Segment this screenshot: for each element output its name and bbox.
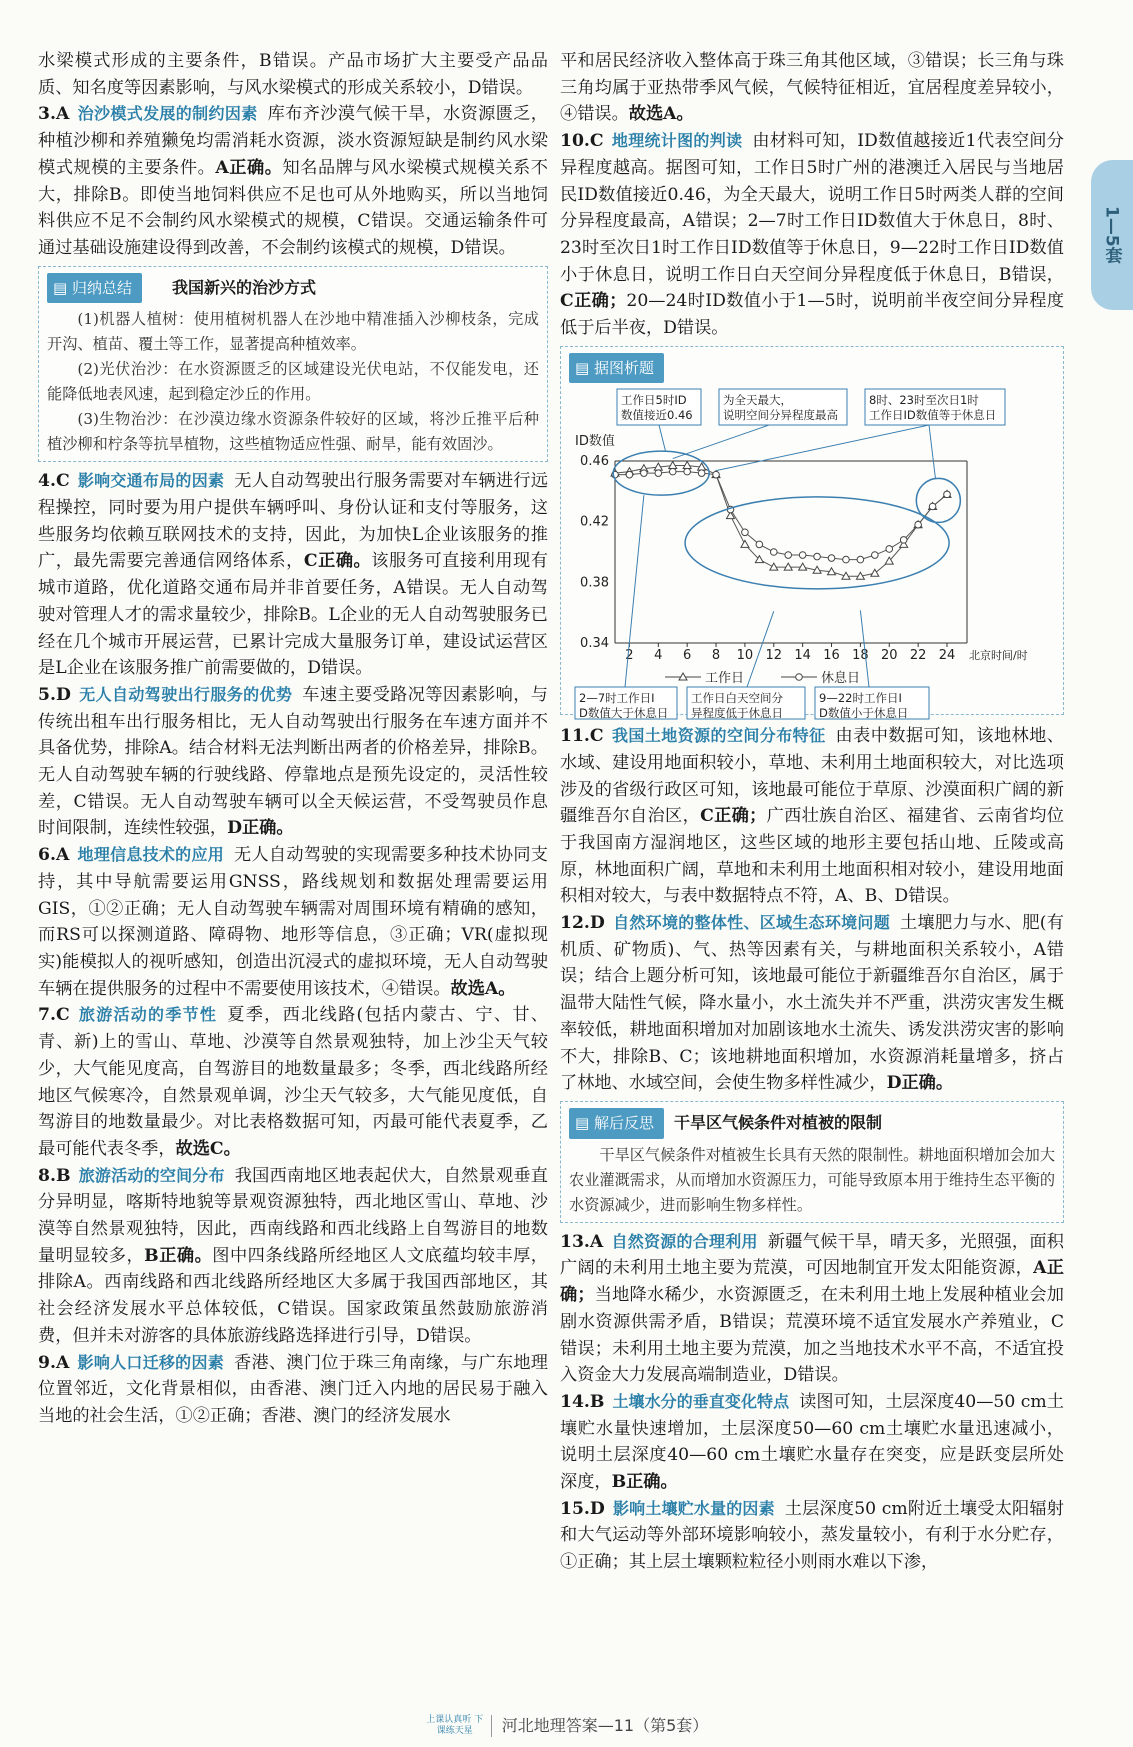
x-tick-label: 4 bbox=[654, 648, 663, 664]
x-tick-label: 8 bbox=[711, 648, 721, 664]
x-tick-label: 6 bbox=[683, 648, 692, 664]
answer-7: 7.C 旅游活动的季节性 夏季，西北线路(包括内蒙古、宁、甘、青、新)上的雪山、草地、沙漠等自然景观独特，加上沙尘天气较少，大气能见度高，自驾游目的地数量最多；冬季，西北线路所经地区气候寒冷，自然景观单调，沙尘天气较多，大气能见度低，自驾游目的地数量最少。对比表格数据可知，丙最可能代表夏季，乙最可能代表冬季，故选C。 bbox=[38, 1005, 548, 1159]
chart-box bbox=[560, 346, 1064, 721]
x-tick-label: 22 bbox=[909, 648, 927, 664]
footer-logo: 上课认真听 下课练天星 bbox=[425, 1715, 492, 1737]
answer-5: 5.D 无人自动驾驶出行服务的优势 车速主要受路况等因素影响，与传统出租车出行服务相比，无人自动驾驶出行服务在车速方面并不具备优势，排除A。结合材料无法判断出两者的价格差异，排除B。无人自动驾驶车辆的行驶线路、停靠地点是预先设定的，灵活性较差，C错误。无人自动驾驶车辆可以全天候运营，不受驾驶员作息时间限制，连续性较强，D正确。 bbox=[38, 684, 548, 839]
annotation-early-line2: D数值大于休息日 bbox=[579, 706, 669, 721]
data-point-circle bbox=[785, 552, 792, 559]
y-axis-label: ID数值 bbox=[575, 434, 615, 450]
summary-title: 我国新兴的治沙方式 bbox=[171, 277, 316, 297]
annotation-equal-line1: 8时、23时至次日1时 bbox=[869, 393, 979, 408]
y-tick-label: 0.42 bbox=[580, 515, 609, 531]
data-point-triangle bbox=[669, 462, 677, 469]
data-point-circle bbox=[698, 470, 705, 477]
answer-15: 15.D 影响土壤贮水量的因素 土层深度50 cm附近土壤受太阳辐射和大气运动等外部环境影响较小，蒸发量较小，有利于水分贮存，①正确；其上层土壤颗粒粒径小则雨水难以下渗， bbox=[560, 1498, 1064, 1573]
summary-item: (3)生物治沙：在沙漠边缘水资源条件较好的区域，将沙丘推平后种植沙柳和柠条等抗旱植物，这些植物适应性强、耐旱，能有效固沙。 bbox=[47, 410, 539, 454]
answer-13: 13.A 自然资源的合理利用 新疆气候干旱，晴天多，光照强，面积广阔的未利用土地主要为荒漠，可因地制宜开发太阳能资源，A正确；当地降水稀少，水资源匮乏，在未利用土地上发展种植业会加剧水资源供需矛盾，B错误；荒漠环境不适宜发展水产养殖业，C错误；未利用土地主要为荒漠，加之当地技术水平不高，不适宜投入资金大力发展高端制造业，D错误。 bbox=[560, 1231, 1064, 1386]
data-point-circle bbox=[770, 549, 777, 556]
footer-text: 河北地理答案—11（第5套） bbox=[501, 1715, 709, 1735]
paragraph: 平和居民经济收入整体高于珠三角其他区域，③错误；长三角与珠三角均属于亚热带季风气候，气候特征相近，宜居程度差异较小，④错误。故选A。 bbox=[560, 51, 1064, 125]
paragraph: 水梁模式形成的主要条件，B错误。产品市场扩大主要受产品品质、知名度等因素影响，与风水梁模式的形成关系较小，D错误。 bbox=[38, 51, 548, 98]
data-point-circle bbox=[641, 470, 648, 477]
arrow-connector bbox=[659, 425, 666, 451]
annotation-peak-line1: 工作日5时ID bbox=[621, 393, 687, 408]
data-point-circle bbox=[684, 469, 691, 476]
arrow-connector bbox=[625, 496, 644, 688]
reflection-box bbox=[560, 1101, 1064, 1223]
data-point-circle bbox=[742, 529, 749, 536]
data-point-circle bbox=[929, 504, 936, 511]
x-tick-label: 20 bbox=[880, 648, 898, 664]
data-point-circle bbox=[814, 554, 821, 561]
y-tick-label: 0.34 bbox=[580, 636, 609, 652]
summary-box bbox=[38, 266, 548, 463]
annotation-peak-line2: 数值接近0.46 bbox=[621, 408, 693, 423]
data-point-circle bbox=[843, 557, 850, 564]
answer-3: 3.A 治沙模式发展的制约因素 库布齐沙漠气候干旱，水资源匮乏，种植沙柳和养殖獭兔均需消耗水资源，淡水资源短缺是制约风水梁模式规模的主要条件。A正确。知名品牌与风水梁模式规模关系不大，排除B。即使当地饲料供应不足也可从外地购买，所以当地饲料供应不足不会制约风水梁模式的规模，C错误。交通运输条件可通过基础设施建设得到改善，不会制约该模式的规模，D错误。 bbox=[38, 104, 548, 258]
reflection-text: 干旱区气候条件对植被生长具有天然的限制性。耕地面积增加会加大农业灌溉需求，从而增加水资源压力，可能导致原本用于维持生态平衡的水资源减少，进而影响生物多样性。 bbox=[569, 1145, 1056, 1214]
data-point-circle bbox=[626, 472, 633, 479]
page-footer bbox=[0, 1713, 1133, 1738]
data-point-circle bbox=[713, 472, 720, 479]
data-point-circle bbox=[669, 469, 676, 476]
data-point-circle bbox=[756, 542, 763, 549]
annotation-daytime-line1: 工作日白天空间分 bbox=[691, 691, 783, 706]
x-tick-label: 18 bbox=[852, 648, 869, 664]
annotation-max-line1: 为全天最大， bbox=[723, 393, 792, 408]
annotation-mid-line2: D数值小于休息日 bbox=[819, 706, 909, 721]
answer-12: 12.D 自然环境的整体性、区域生态环境问题 土壤肥力与水、肥(有机质、矿物质)、气、热等因素有关，与耕地面积关系较小，A错误；结合上题分析可知，该地最可能位于新疆维吾尔自治区，属于温带大陆性气候，降水量小，水土流失并不严重，洪涝灾害发生概率较低，耕地面积增加对加剧该地水土流失、诱发洪涝灾害的影响不大，排除B、C；该地耕地面积增加，水资源消耗量增多，挤占了林地、水域空间，会使生物多样性减少，D正确。 bbox=[560, 913, 1064, 1094]
annotation-equal-line2: 工作日ID数值等于休息日 bbox=[869, 408, 997, 423]
data-point-triangle bbox=[741, 541, 749, 548]
x-tick-label: 10 bbox=[736, 648, 754, 664]
series-line-0 bbox=[615, 466, 947, 577]
x-tick-label: 16 bbox=[823, 648, 840, 664]
highlight-ellipse bbox=[685, 497, 949, 589]
data-point-circle bbox=[655, 470, 662, 477]
annotation-max-line2: 说明空间分异程度最高 bbox=[723, 408, 838, 423]
right-column bbox=[560, 48, 1064, 1576]
chart-label: ▤ 据图析题 bbox=[569, 353, 664, 384]
x-tick-label: 14 bbox=[794, 648, 811, 664]
x-tick-label: 24 bbox=[938, 648, 956, 664]
summary-item: (1)机器人植树：使用植树机器人在沙地中精准插入沙柳枝条，完成开沟、植苗、覆土等工作，显著提高种植效率。 bbox=[47, 310, 539, 354]
arrow-connector bbox=[673, 425, 769, 459]
answer-14: 14.B 土壤水分的垂直变化特点 读图可知，土层深度40—50 cm土壤贮水量快速增加，土层深度50—60 cm土壤贮水量迅速减小，说明土层深度40—60 cm土壤贮水量存在突变，应是跃变层所处深度，B正确。 bbox=[560, 1391, 1064, 1493]
data-point-circle bbox=[886, 546, 893, 553]
data-point-circle bbox=[900, 537, 907, 544]
answer-6: 6.A 地理信息技术的应用 无人自动驾驶的实现需要多种技术协同支持，其中导航需要运用GNSS，路线规划和数据处理需要运用GIS，①②正确；无人自动驾驶车辆需对周围环境有精确的感知，而RS可以探测道路、障碍物、地形等信息，③正确；VR(虚拟现实)能模拟人的视听感知，创造出沉浸式的虚拟环境，无人自动驾驶车辆在提供服务的过程中不需要使用该技术，④错误。故选A。 bbox=[38, 845, 548, 999]
answer-11: 11.C 我国土地资源的空间分布特征 由表中数据可知，该地林地、水域、建设用地面积较小，草地、未利用土地面积较大，对比选项涉及的省级行政区可知，该地最可能位于草原、沙漠面积广阔的新疆维吾尔自治区，C正确；广西壮族自治区、福建省、云南省均位于我国南方湿润地区，这些区域的地形主要包括山地、丘陵或高原，林地面积广阔，草地和未利用土地面积相对较小，建设用地面积相对较大，与表中数据特点不符，A、B、D错误。 bbox=[560, 726, 1064, 907]
y-tick-label: 0.38 bbox=[580, 575, 609, 591]
data-point-circle bbox=[799, 552, 806, 559]
answer-4: 4.C 影响交通布局的因素 无人自动驾驶出行服务需要对车辆进行远程操控，同时要为用户提供车辆呼叫、身份认证和支付等服务，这些服务均依赖互联网技术的支持，因此，为加快L企业该服务的推广，最先需要完善通信网络体系，C正确。该服务可直接利用现有城市道路，优化道路交通布局并非首要任务，A错误。无人自动驾驶对管理人才的需求量较少，排除B。L企业的无人自动驾驶服务已经在几个城市开展运营，已累计完成大量服务订单，建设试运营区是L企业在该服务推广前需要做的，D错误。 bbox=[38, 471, 548, 679]
x-tick-label: 12 bbox=[765, 648, 783, 664]
summary-item: (2)光伏治沙：在水资源匮乏的区域建设光伏电站，不仅能发电，还能降低地表风速，起到稳定沙丘的作用。 bbox=[47, 360, 539, 404]
summary-label: ▤ 归纳总结 bbox=[47, 273, 142, 304]
data-point-circle bbox=[915, 522, 922, 529]
annotation-early-line1: 2—7时工作日I bbox=[579, 691, 655, 706]
reflection-label: ▤ 解后反思 bbox=[569, 1108, 664, 1139]
annotation-daytime-line2: 异程度低于休息日 bbox=[691, 706, 783, 721]
highlight-ellipse bbox=[916, 479, 960, 523]
legend-label-restday: 休息日 bbox=[821, 671, 861, 687]
volume-tab: 1—5套 bbox=[1091, 160, 1133, 310]
x-tick-label: 2 bbox=[625, 648, 634, 664]
legend-label-workday: 工作日 bbox=[705, 671, 745, 687]
answer-9: 9.A 影响人口迁移的因素 香港、澳门位于珠三角南缘，与广东地理位置邻近，文化背景相似，由香港、澳门迁入内地的居民易于融入当地的社会生活，①②正确；香港、澳门的经济发展水 bbox=[38, 1352, 548, 1426]
answer-8: 8.B 旅游活动的空间分布 我国西南地区地表起伏大，自然景观垂直分异明显，喀斯特地貌等景观资源独特，西北地区雪山、草地、沙漠等自然景观独特，因此，西南线路和西北线路上自驾游目的地数量明显较多，B正确。图中四条线路所经地区人文底蕴均较丰厚，排除A。西南线路和西北线路所经地区大多属于我国西部地区，其社会经济发展水平总体较低，C错误。国家政策虽然鼓励旅游消费，但并未对游客的具体旅游线路选择进行引导，D错误。 bbox=[38, 1165, 548, 1346]
data-point-circle bbox=[828, 555, 835, 562]
series-line-1 bbox=[615, 472, 947, 560]
data-point-triangle bbox=[683, 462, 691, 469]
annotation-mid-line1: 9—22时工作日I bbox=[819, 691, 902, 706]
answer-10: 10.C 地理统计图的判读 由材料可知，ID数值越接近1代表空间分异程度越高。据图可知，工作日5时广州的港澳迁入居民与当地居民ID数值接近0.46，为全天最大，说明工作日5时两类人群的空间分异程度最高，A错误；2—7时工作日ID数值大于休息日，8时、23时至次日1时工作日ID数值等于休息日，9—22时工作日ID数值小于休息日，说明工作日白天空间分异程度低于休息日，B错误，C正确；20—24时ID数值小于1—5时，说明前半夜空间分异程度低于后半夜，D错误。 bbox=[560, 131, 1065, 339]
data-point-circle bbox=[857, 557, 864, 564]
arrow-connector bbox=[929, 425, 935, 478]
legend-marker-restday bbox=[796, 674, 803, 681]
data-point-circle bbox=[872, 552, 879, 559]
y-tick-label: 0.46 bbox=[580, 454, 609, 470]
x-axis-label: 北京时间/时 bbox=[969, 649, 1028, 663]
left-column bbox=[38, 48, 548, 1430]
data-point-circle bbox=[944, 492, 951, 499]
id-line-chart bbox=[569, 383, 1055, 721]
reflection-title: 干旱区气候条件对植被的限制 bbox=[673, 1112, 882, 1132]
